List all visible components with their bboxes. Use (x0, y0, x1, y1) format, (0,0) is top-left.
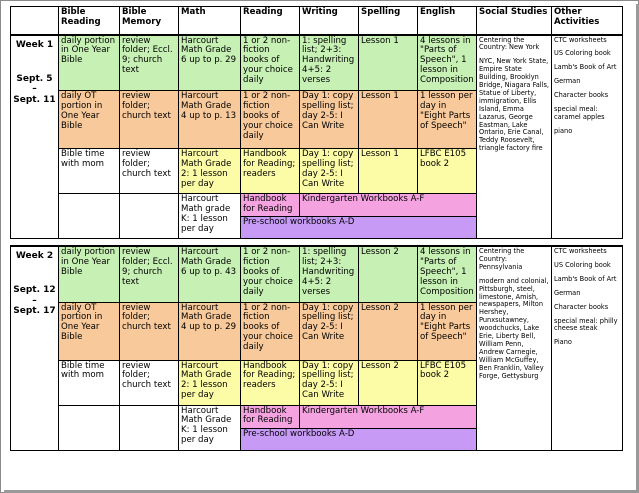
bible-reading-cell: daily OT portion in One Year Bible (59, 91, 120, 149)
header-bible-reading: Bible Reading (59, 7, 120, 35)
bible-memory-cell (120, 405, 179, 450)
spelling-cell: Lesson 2 (359, 302, 418, 360)
week-gap (11, 239, 623, 247)
header-other-activities: Other Activities (552, 7, 623, 35)
other-item: US Coloring book (554, 49, 611, 58)
week-1-label-cell (11, 35, 59, 239)
social-details: NYC, New York State, Empire State Building, Brooklyn Bridge, Niagara Falls, Statue of Liberty, immigration, Ellis Island, Emma Lazarus, George Eastman, Lake Ontario, Erie Canal, Teddy Roosevelt, triangle factory fire (479, 57, 549, 153)
english-cell: LFBC E105 book 2 (418, 360, 477, 405)
bible-reading-cell: daily OT portion in One Year Bible (59, 302, 120, 360)
date-dash: – (32, 84, 37, 95)
gap-cell (11, 239, 623, 247)
social-topic: Centering the Country: Pennsylvania (479, 247, 525, 271)
english-cell: LFBC E105 book 2 (418, 149, 477, 194)
bible-memory-cell: review folder; church text (120, 149, 179, 194)
week-label: Week 1 (15, 39, 54, 50)
header-row (11, 7, 623, 35)
other-item: CTC worksheets (554, 247, 607, 255)
date-dash: – (32, 295, 37, 306)
date-end: Sept. 17 (13, 306, 56, 317)
other-item: Lamb's Book of Art (554, 63, 617, 72)
other-item: special meal: philly cheese steak (554, 316, 618, 333)
bible-memory-cell (120, 194, 179, 239)
math-cell: Harcourt Math Grade 4 up to p. 29 (179, 302, 241, 360)
week-2-label-cell (11, 246, 59, 450)
other-item: piano (554, 126, 573, 135)
other-item: Piano (554, 338, 572, 347)
social-studies-cell (477, 246, 552, 450)
social-details: modern and colonial, Pittsburgh, steel, limestone, Amish, newspapers, Milton Hershey, Punxsutawney, woodchucks, Lake Erie, Liberty Bell, William Penn, Andrew Carnegie, William McGuffey, Ben Franklin, Valley Forge, Gettysburg (479, 276, 549, 380)
header-writing: Writing (300, 7, 359, 35)
preschool-cell: Pre-school workbooks A-D (241, 428, 477, 450)
week-label: Week 2 (15, 251, 54, 261)
math-cell: Harcourt Math Grade 2: 1 lesson per day (179, 149, 241, 194)
math-cell: Harcourt Math Grade 4 up to p. 13 (179, 91, 241, 149)
english-cell: 4 lessons in "Parts of Speech", 1 lesson in Composition (418, 246, 477, 302)
spelling-cell: Lesson 1 (359, 35, 418, 91)
bible-reading-cell (59, 194, 120, 239)
spelling-cell: Lesson 1 (359, 149, 418, 194)
bible-memory-cell: review folder; church text (120, 302, 179, 360)
other-item: US Coloring book (554, 260, 611, 269)
date-end: Sept. 11 (13, 94, 56, 105)
k-math-cell: Harcourt Math grade K: 1 lesson per day (179, 194, 241, 239)
bible-memory-cell: review folder; church text (120, 360, 179, 405)
bible-reading-cell: daily portion in One Year Bible (59, 246, 120, 302)
math-cell: Harcourt Math Grade 2: 1 lesson per day (179, 360, 241, 405)
reading-cell: 1 or 2 non-fiction books of your choice daily (241, 91, 300, 149)
k-workbooks-cell: Kindergarten Workbooks A-F (300, 405, 477, 428)
english-cell: 1 lesson per day in "Eight Parts of Speech" (418, 302, 477, 360)
math-cell: Harcourt Math Grade 6 up to p. 43 (179, 246, 241, 302)
other-item: Character books (554, 91, 609, 100)
other-item: special meal: caramel apples (554, 105, 605, 121)
header-spelling: Spelling (359, 7, 418, 35)
math-cell: Harcourt Math Grade 6 up to p. 29 (179, 35, 241, 91)
other-item: German (554, 288, 581, 297)
other-item: CTC worksheets (554, 35, 607, 44)
table-row (11, 35, 623, 91)
writing-cell: 1: spelling list; 2+3: Handwriting 4+5: 2 verses (300, 35, 359, 91)
other-item: German (554, 77, 581, 86)
table-row (11, 246, 623, 302)
spelling-cell: Lesson 2 (359, 246, 418, 302)
writing-cell: Day 1: copy spelling list; day 2-5: I Can Write (300, 91, 359, 149)
other-activities-cell (552, 246, 623, 450)
bible-reading-cell: daily portion in One Year Bible (59, 35, 120, 91)
bible-memory-cell: review folder; church text (120, 91, 179, 149)
bible-memory-cell: review folder; Eccl. 9; church text (120, 246, 179, 302)
social-topic: Centering the Country: New York (479, 35, 540, 52)
other-item: Lamb's Book of Art (554, 274, 617, 283)
social-studies-cell (477, 35, 552, 239)
bible-reading-cell (59, 405, 120, 450)
reading-cell: Handbook for Reading; readers (241, 360, 300, 405)
header-bible-memory: Bible Memory (120, 7, 179, 35)
bible-reading-cell: Bible time with mom (59, 360, 120, 405)
bible-memory-cell: review folder; Eccl. 9; church text (120, 35, 179, 91)
writing-cell: Day 1: copy spelling list; day 2-5: I Can Write (300, 302, 359, 360)
reading-cell: Handbook for Reading; readers (241, 149, 300, 194)
header-blank (11, 7, 59, 35)
other-item: Character books (554, 302, 609, 311)
date-start: Sept. 12 (13, 285, 56, 296)
header-english: English (418, 7, 477, 35)
header-math: Math (179, 7, 241, 35)
k-reading-cell: Handbook for Reading (241, 194, 300, 217)
preschool-cell: Pre-school workbooks A-D (241, 217, 477, 239)
english-cell: 4 lessons in "Parts of Speech", 1 lesson in Composition (418, 35, 477, 91)
header-social-studies: Social Studies (477, 7, 552, 35)
reading-cell: 1 or 2 non-fiction books of your choice daily (241, 35, 300, 91)
reading-cell: 1 or 2 non-fiction books of your choice daily (241, 246, 300, 302)
writing-cell: Day 1: copy spelling list; day 2-5: I Can Write (300, 149, 359, 194)
bible-reading-cell: Bible time with mom (59, 149, 120, 194)
spelling-cell: Lesson 1 (359, 91, 418, 149)
reading-cell: 1 or 2 non-fiction books of your choice daily (241, 302, 300, 360)
k-math-cell: Harcourt Math Grade K: 1 lesson per day (179, 405, 241, 450)
writing-cell: Day 1: copy spelling list; day 2-5: I Can Write (300, 360, 359, 405)
english-cell: 1 lesson per day in "Eight Parts of Speech" (418, 91, 477, 149)
spelling-cell: Lesson 2 (359, 360, 418, 405)
date-start: Sept. 5 (16, 73, 53, 84)
k-workbooks-cell: Kindergarten Workbooks A-F (300, 194, 477, 217)
other-activities-cell (552, 35, 623, 239)
k-reading-cell: Handbook for Reading (241, 405, 300, 428)
schedule-table (10, 6, 623, 451)
writing-cell: 1: spelling list; 2+3: Handwriting 4+5: 2 verses (300, 246, 359, 302)
header-reading: Reading (241, 7, 300, 35)
